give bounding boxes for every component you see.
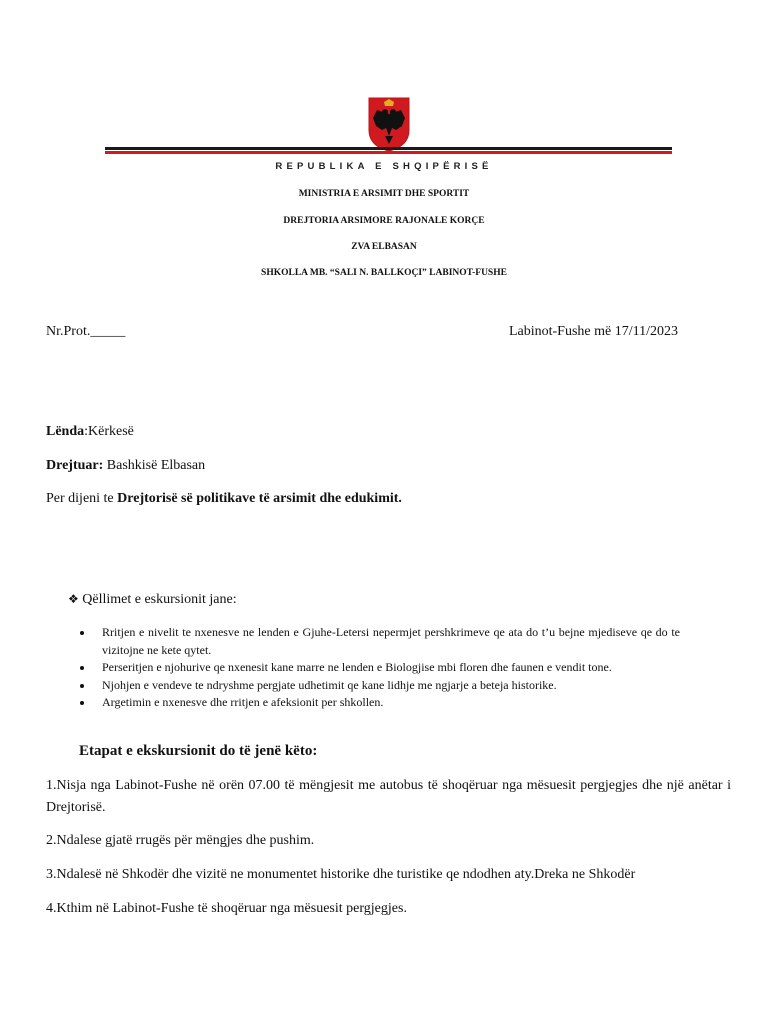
list-item: Rritjen e nivelit te nxenesve ne lenden e Gjuhe-Letersi nepermjet pershkrimeve qe ata do t’u bejne mjediseve qe do te vizitojne ne kete qytet. (80, 624, 680, 659)
goals-title: Qëllimet e eskursionit jane: (82, 592, 237, 607)
subject-line (46, 424, 134, 440)
directorate-title: DREJTORIA ARSIMORE RAJONALE KORÇE (283, 216, 485, 226)
list-item: Perseritjen e njohurive qe nxenesit kane marre ne lenden e Biologjise mbi floren dhe faunen e vendit tone. (80, 659, 680, 677)
list-item: 3.Ndalesë në Shkodër dhe vizitë ne monumentet historike dhe turistike qe ndodhen aty.Dreka ne Shkodër (46, 867, 636, 882)
notice-prefix: Per dijeni te (46, 491, 118, 506)
subject-value: :Kërkesë (84, 424, 134, 439)
protocol-number: Nr.Prot._____ (46, 324, 126, 339)
zva-title: ZVA ELBASAN (351, 242, 417, 252)
list-item: 1.Nisja nga Labinot-Fushe në orën 07.00 të mëngjesit me autobus të shoqëruar nga mësuesit pergjegjes dhe një anëtar i Drejtorisë. (46, 778, 731, 815)
addressee-value: Bashkisë Elbasan (103, 458, 206, 473)
list-item: 4.Kthim në Labinot-Fushe të shoqëruar nga mësuesit pergjegjes. (46, 901, 407, 916)
republic-title: REPUBLIKA E SHQIPËRISË (275, 161, 493, 172)
list-item: Njohjen e vendeve te ndryshme pergjate udhetimit qe kane lidhje me ngjarje a beteja historike. (80, 677, 680, 695)
stages-title: Etapat e ekskursionit do të jenë këto: (79, 743, 318, 759)
diamond-bullet-icon: ❖ (68, 592, 79, 606)
notice-bold: Drejtorisë së politikave të arsimit dhe edukimit. (117, 491, 402, 506)
goals-list (80, 624, 680, 712)
header-rule-red (105, 151, 672, 154)
header-rule-black (105, 147, 672, 150)
school-title: SHKOLLA MB. “SALI N. BALLKOÇI” LABINOT-FUSHE (261, 268, 507, 278)
addressee-label: Drejtuar: (46, 458, 104, 473)
goals-heading (68, 592, 237, 608)
list-item: 2.Ndalese gjatë rrugës për mëngjes dhe pushim. (46, 833, 315, 848)
place-date: Labinot-Fushe më 17/11/2023 (508, 324, 678, 339)
albanian-eagle-emblem-icon (367, 96, 411, 152)
subject-label: Lënda (46, 424, 85, 439)
addressee-line (46, 458, 205, 474)
notice-line (46, 491, 402, 507)
list-item: Argetimin e nxenesve dhe rritjen e afeksionit per shkollen. (80, 694, 680, 712)
ministry-title: MINISTRIA E ARSIMIT DHE SPORTIT (298, 189, 470, 199)
